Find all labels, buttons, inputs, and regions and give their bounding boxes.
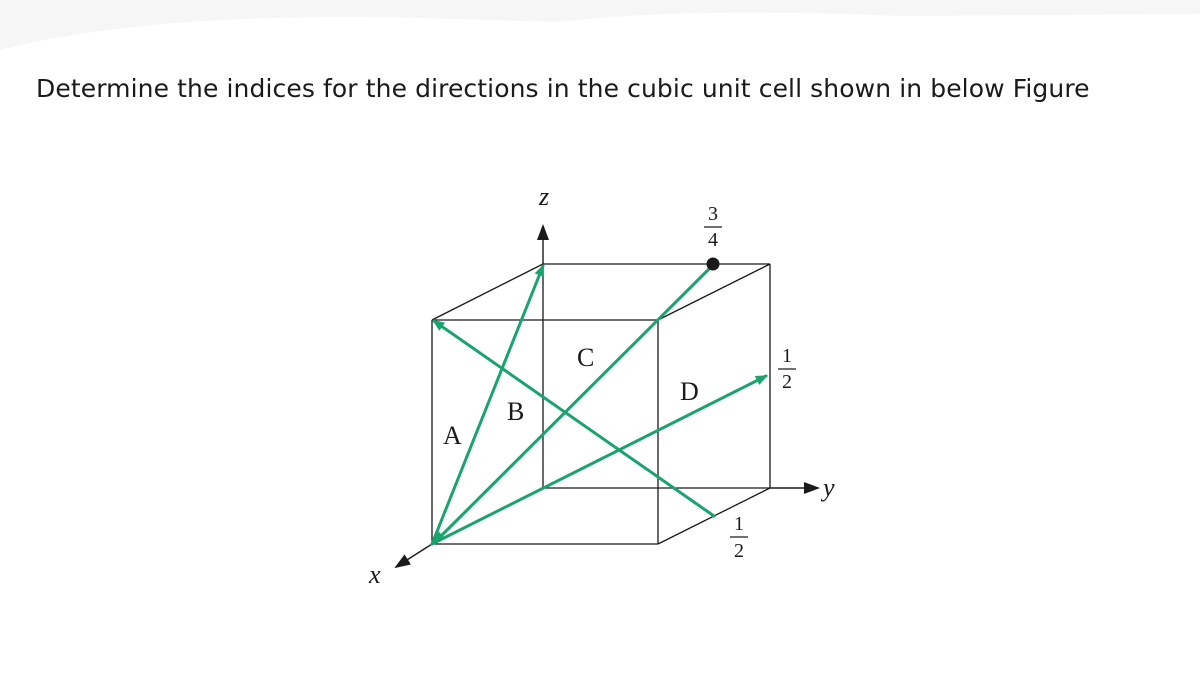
cube-back-edges [432,264,770,544]
y-axis-label: y [823,473,835,502]
question-text: Determine the indices for the directions in the cubic unit cell shown in below Figure [36,74,1090,103]
vector-b [434,321,714,516]
x-axis-label: x [369,560,381,589]
vector-label-c: C [577,343,595,372]
fraction-top [704,203,722,251]
fraction-bottom-numerator: 1 [734,513,744,535]
vector-label-b: B [507,397,525,426]
vector-label-d: D [680,377,699,406]
label-backgrounds [442,340,707,448]
fraction-right [778,345,796,393]
fraction-top-denominator: 4 [708,229,718,251]
fraction-right-numerator: 1 [782,345,792,367]
fraction-bottom-denominator: 2 [734,540,744,562]
vector-c [435,264,714,542]
fraction-bottom [730,513,748,562]
vector-d [432,376,766,544]
three-quarter-point [707,258,720,271]
x-axis [396,544,432,567]
vector-label-a: A [443,421,462,450]
top-right-edge [658,264,770,320]
direction-vectors [432,264,766,544]
fraction-top-numerator: 3 [708,203,718,225]
z-axis-label: z [539,182,550,211]
cube-front-edges [432,264,770,544]
fraction-right-denominator: 2 [782,371,792,393]
